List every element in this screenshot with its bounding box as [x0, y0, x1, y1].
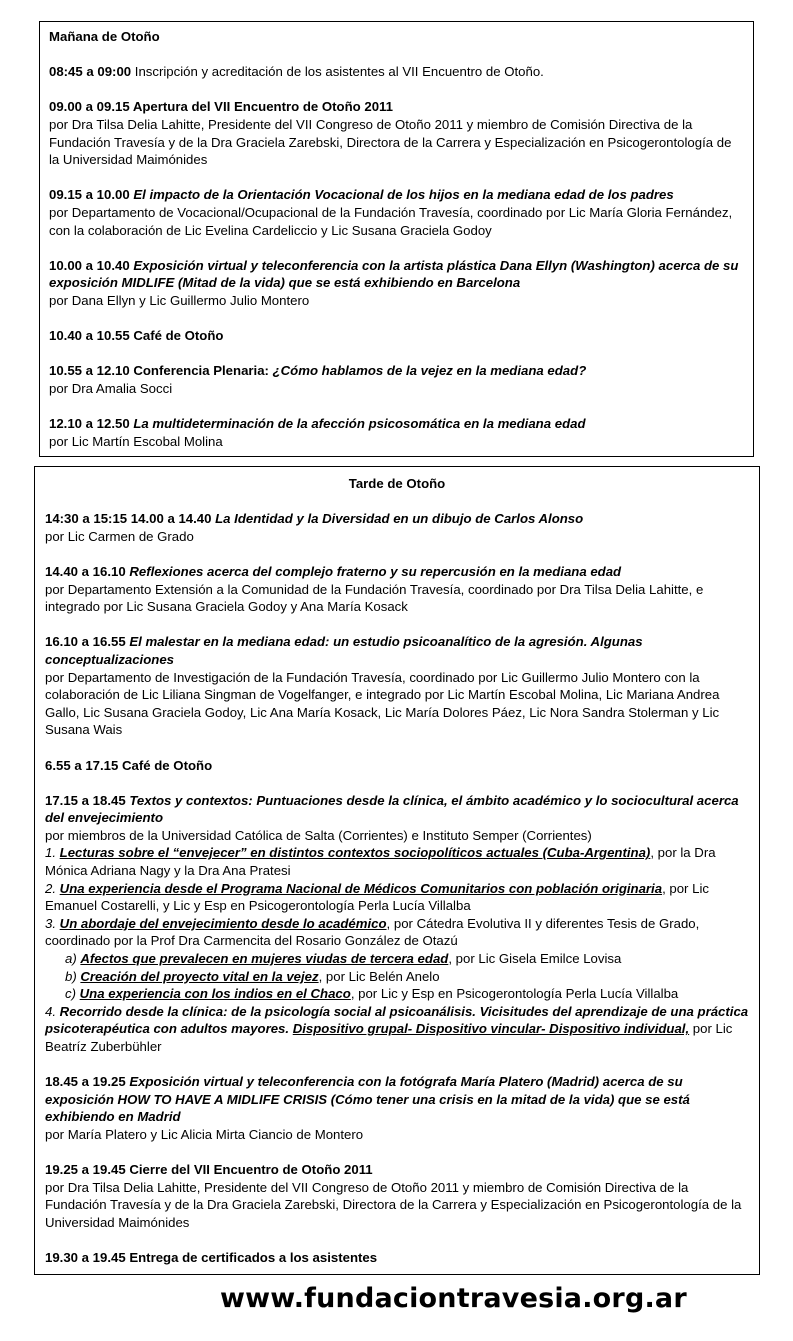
subitem-text: , por Lic y Esp en Psicogerontología Perla Lucía Villalba	[350, 986, 679, 1002]
item-title: Conferencia Plenaria:	[129, 363, 273, 379]
subitem-letter: a)	[65, 951, 81, 967]
item-time: 16.10 a 16.55	[45, 634, 126, 650]
morning-program-box	[39, 21, 754, 457]
morning-item-7	[49, 415, 743, 450]
subitem-title: Creación del proyecto vital en la vejez	[80, 968, 319, 984]
item-title: Cierre del VII Encuentro de Otoño 2011	[125, 1162, 373, 1178]
item-time: 6.55 a 17.15	[45, 757, 119, 773]
item-title: Apertura del VII Encuentro de Otoño 2011	[129, 99, 393, 115]
item-time: 12.10 a 12.50	[49, 416, 130, 432]
morning-item-6	[49, 362, 743, 397]
item-desc: por Dra Amalia Socci	[49, 380, 173, 396]
subitem-2	[45, 880, 749, 915]
item-desc: por María Platero y Lic Alicia Mirta Ciancio de Montero	[45, 1126, 364, 1142]
item-desc: por Lic Carmen de Grado	[45, 528, 194, 544]
morning-item-3	[49, 186, 743, 239]
afternoon-program-box	[34, 466, 760, 1275]
subitem-letter: b)	[65, 968, 81, 984]
item-time: 08:45 a 09:00	[49, 64, 132, 80]
subitem-4	[45, 1003, 749, 1056]
item-desc: por Departamento Extensión a la Comunidad de la Fundación Travesía, coordinado por Dra Tilsa Delia Lahitte, e integrado por Lic Susana Graciela Godoy y Ana María Kosack	[45, 581, 704, 615]
morning-title: Mañana de Otoño	[49, 29, 160, 44]
website-url[interactable]: www.fundaciontravesia.org.ar	[220, 1283, 687, 1314]
afternoon-item-3	[45, 633, 749, 739]
item-time: 14.40 a 16.10	[45, 563, 126, 579]
subitem-title: Un abordaje del envejecimiento desde lo académico	[59, 915, 387, 931]
afternoon-item-8	[45, 1249, 749, 1267]
morning-item-2	[49, 98, 743, 168]
subitem-title: Afectos que prevalecen en mujeres viudas de tercera edad	[80, 951, 449, 967]
subitem-number: 1.	[45, 845, 60, 861]
afternoon-item-7	[45, 1161, 749, 1231]
subitem-b	[45, 968, 749, 986]
item-title: El impacto de la Orientación Vocacional de los hijos en la mediana edad de los padres	[129, 187, 674, 203]
morning-item-5	[49, 327, 743, 345]
item-title: Reflexiones acerca del complejo fraterno y su repercusión en la mediana edad	[125, 563, 622, 579]
item-title: Exposición virtual y teleconferencia con la artista plástica Dana Ellyn (Washington) acerca de su exposición MIDLIFE (Mitad de la vida) que se está exhibiendo en Barcelona	[49, 257, 739, 291]
afternoon-item-4	[45, 757, 749, 775]
item-time: 17.15 a 18.45	[45, 792, 126, 808]
item-time: 19.25 a 19.45	[45, 1162, 126, 1178]
item-desc: por Dra Tilsa Delia Lahitte, Presidente del VII Congreso de Otoño 2011 y miembro de Comisión Directiva de la Fundación Travesía y de la Dra Graciela Zarebski, Directora de la Carrera y Especialización en Psicogerontología de la Universidad Maimónides	[45, 1179, 742, 1230]
subitem-3	[45, 915, 749, 950]
subitem-text: , por Lic Belén Anelo	[318, 968, 440, 984]
item-time: 10.55 a 12.10	[49, 363, 130, 379]
item-title: Textos y contextos: Puntuaciones desde la clínica, el ámbito académico y lo sociocultural acerca del envejecimiento	[45, 792, 739, 826]
item-time: 09.00 a 09.15	[49, 99, 130, 115]
item-time: 18.45 a 19.25	[45, 1074, 126, 1090]
item-time: 14:30 a 15:15 14.00 a 14.40	[45, 511, 212, 527]
item-title: El malestar en la mediana edad: un estudio psicoanalítico de la agresión. Algunas conceptualizaciones	[45, 634, 643, 667]
item-desc: por Departamento de Investigación de la Fundación Travesía, coordinado por Lic Guillermo Julio Montero con la colaboración de Lic Liliana Singman de Vogelfanger, e integrado por Lic Martín Escobal Molina, Lic Mariana Andrea Gallo, Lic Susana Graciela Godoy, Lic Ana María Kosack, Lic María Dolores Páez, Lic Nora Sandra Stolerman y Lic Susana Wais	[45, 669, 720, 738]
item-title: Exposición virtual y teleconferencia con la fotógrafa María Platero (Madrid) acerca de su exposición HOW TO HAVE A MIDLIFE CRISIS (Cómo tener una crisis en la mitad de la vida) que se está exhibiendo en Madrid	[45, 1074, 690, 1125]
item-desc: por miembros de la Universidad Católica de Salta (Corrientes) e Instituto Semper (Corrientes)	[45, 827, 592, 843]
item-time: 10.40 a 10.55	[49, 328, 130, 344]
subitem-letter: c)	[65, 986, 80, 1002]
subitem-text: , por la Dra Mónica Adriana Nagy y la Dra Ana Pratesi	[45, 845, 716, 879]
item-title: La multideterminación de la afección psicosomática en la mediana edad	[129, 416, 586, 432]
subitem-number: 3.	[45, 915, 60, 931]
item-desc: por Lic Martín Escobal Molina	[49, 433, 223, 449]
item-title: Café de Otoño	[129, 328, 224, 344]
subitem-number: 2.	[45, 880, 60, 896]
subitem-a	[45, 950, 749, 968]
item-desc: por Dra Tilsa Delia Lahitte, Presidente del VII Congreso de Otoño 2011 y miembro de Comisión Directiva de la Fundación Travesía y de la Dra Graciela Zarebski, Directora de la Carrera y Especialización en Psicogerontología de la Universidad Maimónides	[49, 116, 732, 168]
subitem-title: Una experiencia con los indios en el Chaco	[79, 986, 351, 1002]
subitem-1	[45, 844, 749, 879]
item-time: 19.30 a 19.45	[45, 1250, 126, 1266]
item-desc: por Departamento de Vocacional/Ocupacional de la Fundación Travesía, coordinado por Lic María Gloria Fernández, con la colaboración de Lic Evelina Cardeliccio y Lic Susana Graciela Godoy	[49, 204, 733, 238]
subitem-c	[45, 985, 749, 1003]
afternoon-item-2	[45, 563, 749, 616]
subitem-title: Una experiencia desde el Programa Nacional de Médicos Comunitarios con población originaria	[59, 880, 663, 896]
subitem-text: , por Lic Gisela Emilce Lovisa	[448, 951, 622, 967]
subitem-text: , por Lic Emanuel Costarelli, y Lic y Esp en Psicogerontología Perla Lucía Villalba	[45, 880, 709, 914]
afternoon-item-5	[45, 792, 749, 1056]
afternoon-item-6	[45, 1073, 749, 1143]
item-title: La Identidad y la Diversidad en un dibujo de Carlos Alonso	[211, 511, 584, 527]
afternoon-item-1	[45, 510, 749, 545]
item-desc: por Dana Ellyn y Lic Guillermo Julio Montero	[49, 292, 310, 308]
subitem-number: 4.	[45, 1003, 60, 1019]
subitem-text: , por Cátedra Evolutiva II y diferentes Tesis de Grado, coordinado por la Prof Dra Carmencita del Rosario González de Otazú	[45, 915, 700, 949]
item-title: Entrega de certificados a los asistentes	[125, 1250, 378, 1266]
subitem-text: por Lic Beatríz Zuberbühler	[45, 1021, 733, 1054]
morning-item-1	[49, 63, 743, 81]
item-time: 10.00 a 10.40	[49, 257, 130, 273]
subitem-title: Lecturas sobre el “envejecer” en distintos contextos sociopolíticos actuales (Cuba-Argentina)	[59, 845, 651, 861]
item-text: Inscripción y acreditación de los asistentes al VII Encuentro de Otoño.	[131, 64, 544, 80]
morning-item-4	[49, 257, 743, 310]
subitem-title: Recorrido desde la clínica: de la psicología social al psicoanálisis. Vicisitudes del aprendizaje de una práctica psicoterapéutica con adultos mayores.	[45, 1003, 749, 1037]
item-time: 09.15 a 10.00	[49, 187, 130, 203]
subitem-title-2: Dispositivo grupal- Dispositivo vincular- Dispositivo individual,	[292, 1021, 690, 1037]
item-title: Café de Otoño	[118, 757, 213, 773]
afternoon-title: Tarde de Otoño	[348, 476, 446, 491]
item-title-2: ¿Cómo hablamos de la vejez en la mediana edad?	[272, 363, 587, 379]
